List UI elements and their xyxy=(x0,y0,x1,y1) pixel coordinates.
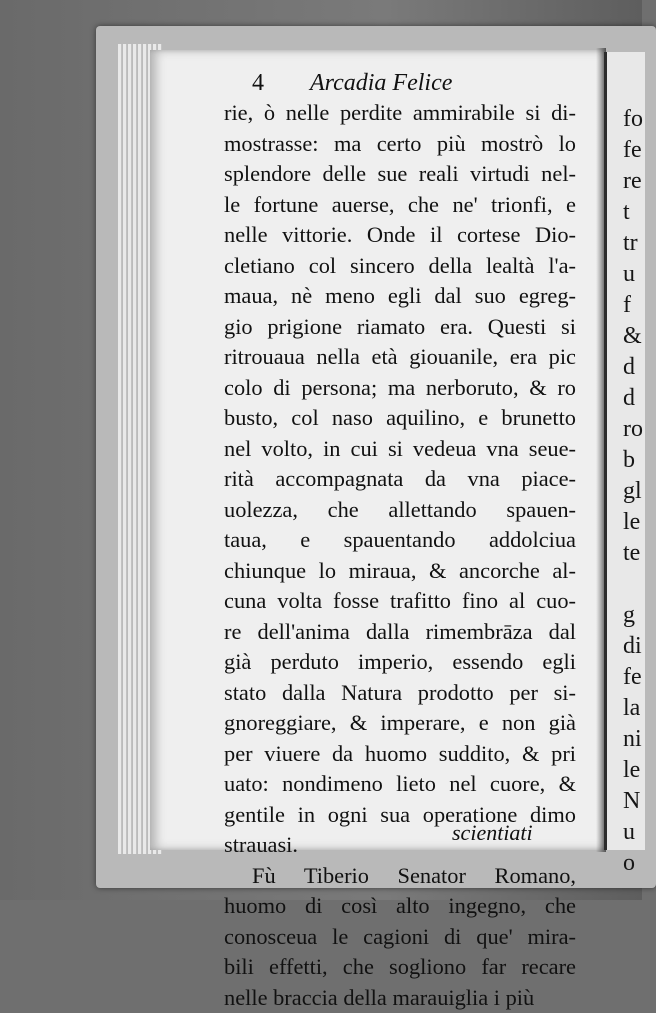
facing-fragment: t xyxy=(623,197,645,228)
facing-fragment: ro xyxy=(623,414,645,445)
body-text xyxy=(224,98,576,1013)
text-line: chiunque lo miraua, & ancorche al- xyxy=(224,556,576,587)
facing-fragment: & xyxy=(623,321,645,352)
running-title: Arcadia Felice xyxy=(310,70,452,97)
facing-fragment: fo xyxy=(623,104,645,135)
facing-fragment: d xyxy=(623,352,645,383)
facing-fragment: fe xyxy=(623,662,645,693)
text-line: ritrouaua nella età giouanile, era pic xyxy=(224,342,576,373)
text-line: per viuere da huomo suddito, & pri xyxy=(224,739,576,770)
facing-page xyxy=(604,52,645,850)
text-line: gentile in ogni sua operatione dimo xyxy=(224,800,576,831)
text-line: nel volto, in cui si vedeua vna seue- xyxy=(224,434,576,465)
facing-fragment: le xyxy=(623,755,645,786)
catchword: scientiati xyxy=(452,820,533,846)
facing-fragment: di xyxy=(623,631,645,662)
facing-fragment: la xyxy=(623,693,645,724)
facing-page-text xyxy=(607,52,645,879)
text-line: mostrasse: ma certo più mostrò lo xyxy=(224,129,576,160)
text-line: strauasi. xyxy=(224,830,576,861)
page-number: 4 xyxy=(252,70,264,97)
facing-fragment: u xyxy=(623,817,645,848)
text-line: maua, nè meno egli dal suo egreg- xyxy=(224,281,576,312)
facing-fragment: f xyxy=(623,290,645,321)
text-line: splendore delle sue reali virtudi nel- xyxy=(224,159,576,190)
text-line: rie, ò nelle perdite ammirabile si di- xyxy=(224,98,576,129)
text-line: cuna volta fosse trafitto fino al cuo- xyxy=(224,586,576,617)
facing-fragment: le xyxy=(623,507,645,538)
text-line: colo di persona; ma nerboruto, & ro xyxy=(224,373,576,404)
facing-fragment: ni xyxy=(623,724,645,755)
text-line: uato: nondimeno lieto nel cuore, & xyxy=(224,769,576,800)
facing-fragment: re xyxy=(623,166,645,197)
facing-fragment xyxy=(623,569,645,600)
text-line: nelle vittorie. Onde il cortese Dio- xyxy=(224,220,576,251)
text-line: uolezza, che allettando spauen- xyxy=(224,495,576,526)
text-line: gio prigione riamato era. Questi si xyxy=(224,312,576,343)
facing-fragment: gl xyxy=(623,476,645,507)
text-line: bili effetti, che sogliono far recare xyxy=(224,952,576,983)
facing-fragment: te xyxy=(623,538,645,569)
text-line: taua, e spauentando addolciua xyxy=(224,525,576,556)
facing-fragment: o xyxy=(623,848,645,879)
text-line: rità accompagnata da vna piace- xyxy=(224,464,576,495)
text-line: stato dalla Natura prodotto per si- xyxy=(224,678,576,709)
facing-fragment: fe xyxy=(623,135,645,166)
text-line: huomo di così alto ingegno, che xyxy=(224,891,576,922)
facing-fragment: tr xyxy=(623,228,645,259)
facing-fragment: u xyxy=(623,259,645,290)
facing-fragment: d xyxy=(623,383,645,414)
text-line: cletiano col sincero della lealtà l'a- xyxy=(224,251,576,282)
facing-fragment: N xyxy=(623,786,645,817)
text-line: busto, col naso aquilino, e brunetto xyxy=(224,403,576,434)
text-line: conosceua le cagioni di que' mira- xyxy=(224,922,576,953)
text-line: nelle braccia della marauiglia i più xyxy=(224,983,576,1013)
facing-fragment: g xyxy=(623,600,645,631)
text-line: re dell'anima dalla rimembrāza dal xyxy=(224,617,576,648)
text-line: Fù Tiberio Senator Romano, xyxy=(224,861,576,892)
facing-fragment: b xyxy=(623,445,645,476)
text-line: gnoreggiare, & imperare, e non già xyxy=(224,708,576,739)
text-line: le fortune auerse, che ne' trionfi, e xyxy=(224,190,576,221)
text-line: già perduto imperio, essendo egli xyxy=(224,647,576,678)
